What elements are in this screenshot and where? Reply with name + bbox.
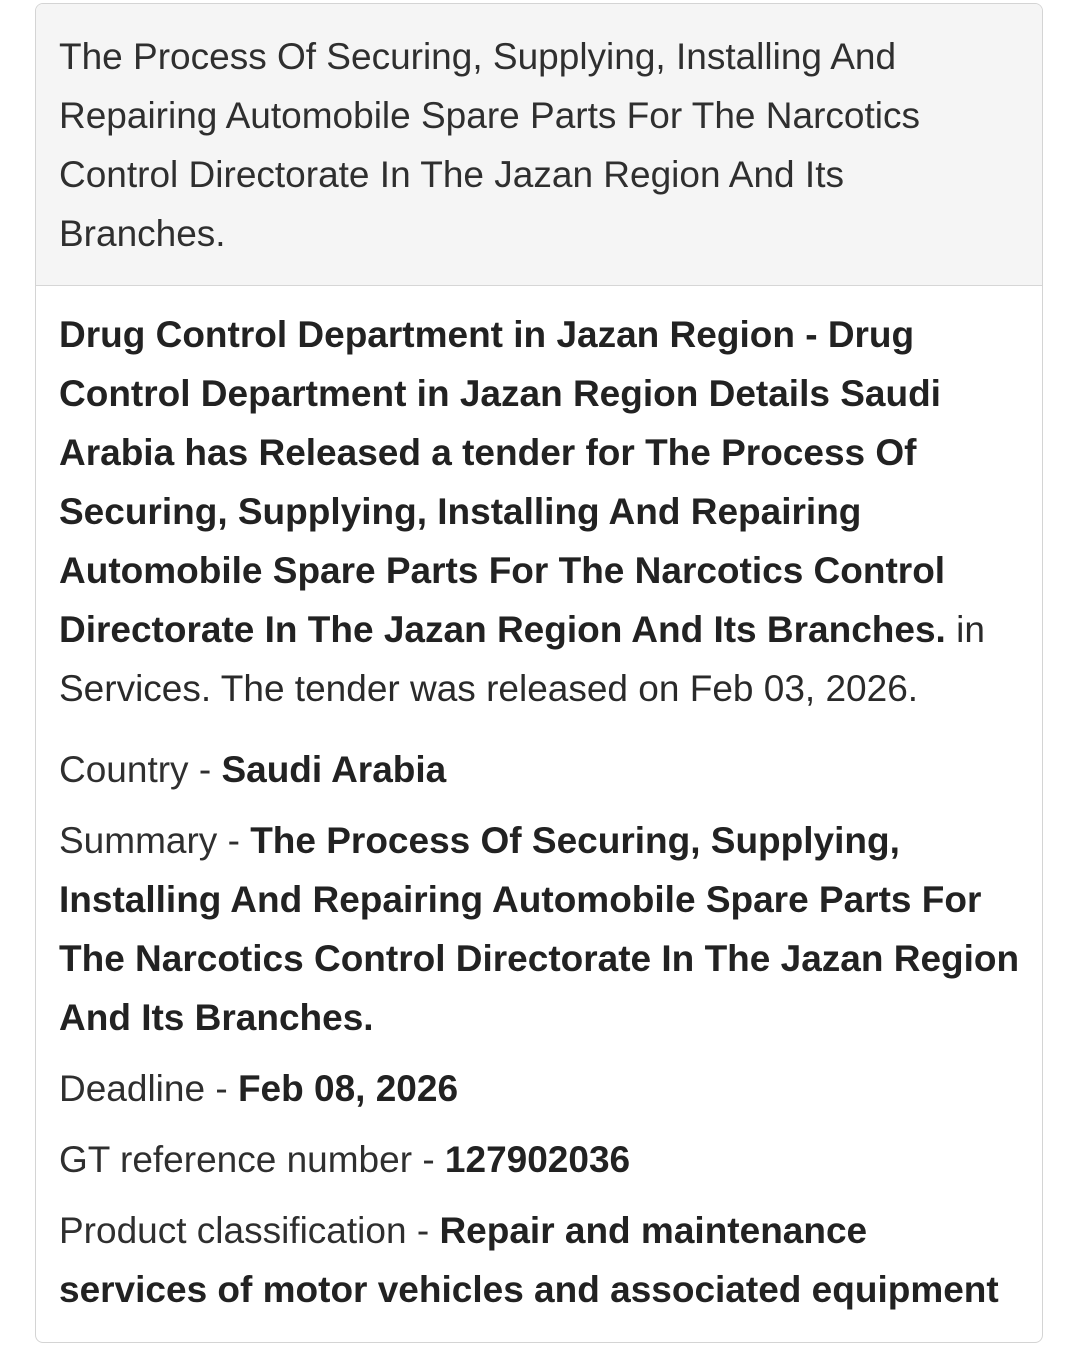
field-country-label: Country -: [59, 749, 222, 790]
field-country: [59, 740, 1022, 799]
field-deadline-label: Deadline -: [59, 1068, 238, 1109]
field-product-classification-value: Repair and maintenance services of motor vehicles and associated equipment: [59, 1210, 999, 1310]
field-product-classification-label: Product classification -: [59, 1210, 440, 1251]
field-gt-reference-label: GT reference number -: [59, 1139, 445, 1180]
field-deadline-value: Feb 08, 2026: [237, 1068, 459, 1109]
tender-fields: [59, 740, 1022, 1319]
field-summary-label: Summary -: [59, 820, 251, 861]
field-summary-value: The Process Of Securing, Supplying, Installing And Repairing Automobile Spare Parts For The Narcotics Control Directorate In The Jazan Region And Its Branches.: [59, 820, 1020, 1038]
tender-card-body: [36, 286, 1042, 1319]
field-summary: [59, 811, 1022, 1047]
description-tail: in Services. The tender was released on Feb 03, 2026.: [59, 609, 985, 709]
tender-description: [59, 305, 1022, 718]
tender-title[interactable]: The Process Of Securing, Supplying, Installing And Repairing Automobile Spare Parts For The Narcotics Control Directorate In The Jazan Region And Its Branches.: [59, 36, 920, 254]
tender-card-header: [36, 4, 1042, 286]
field-gt-reference: [59, 1130, 1022, 1189]
field-product-classification: [59, 1201, 1022, 1319]
field-country-value: Saudi Arabia: [221, 749, 447, 790]
tender-card: [35, 3, 1043, 1343]
description-tender-title: The Process Of Securing, Supplying, Installing And Repairing Automobile Spare Parts For The Narcotics Control Directorate In The Jazan Region And Its Branches.: [59, 432, 946, 650]
field-gt-reference-value: 127902036: [444, 1139, 631, 1180]
description-lead: Drug Control Department in Jazan Region - Drug Control Department in Jazan Region Details Saudi Arabia has Released a tender for: [59, 314, 941, 473]
field-deadline: [59, 1059, 1022, 1118]
